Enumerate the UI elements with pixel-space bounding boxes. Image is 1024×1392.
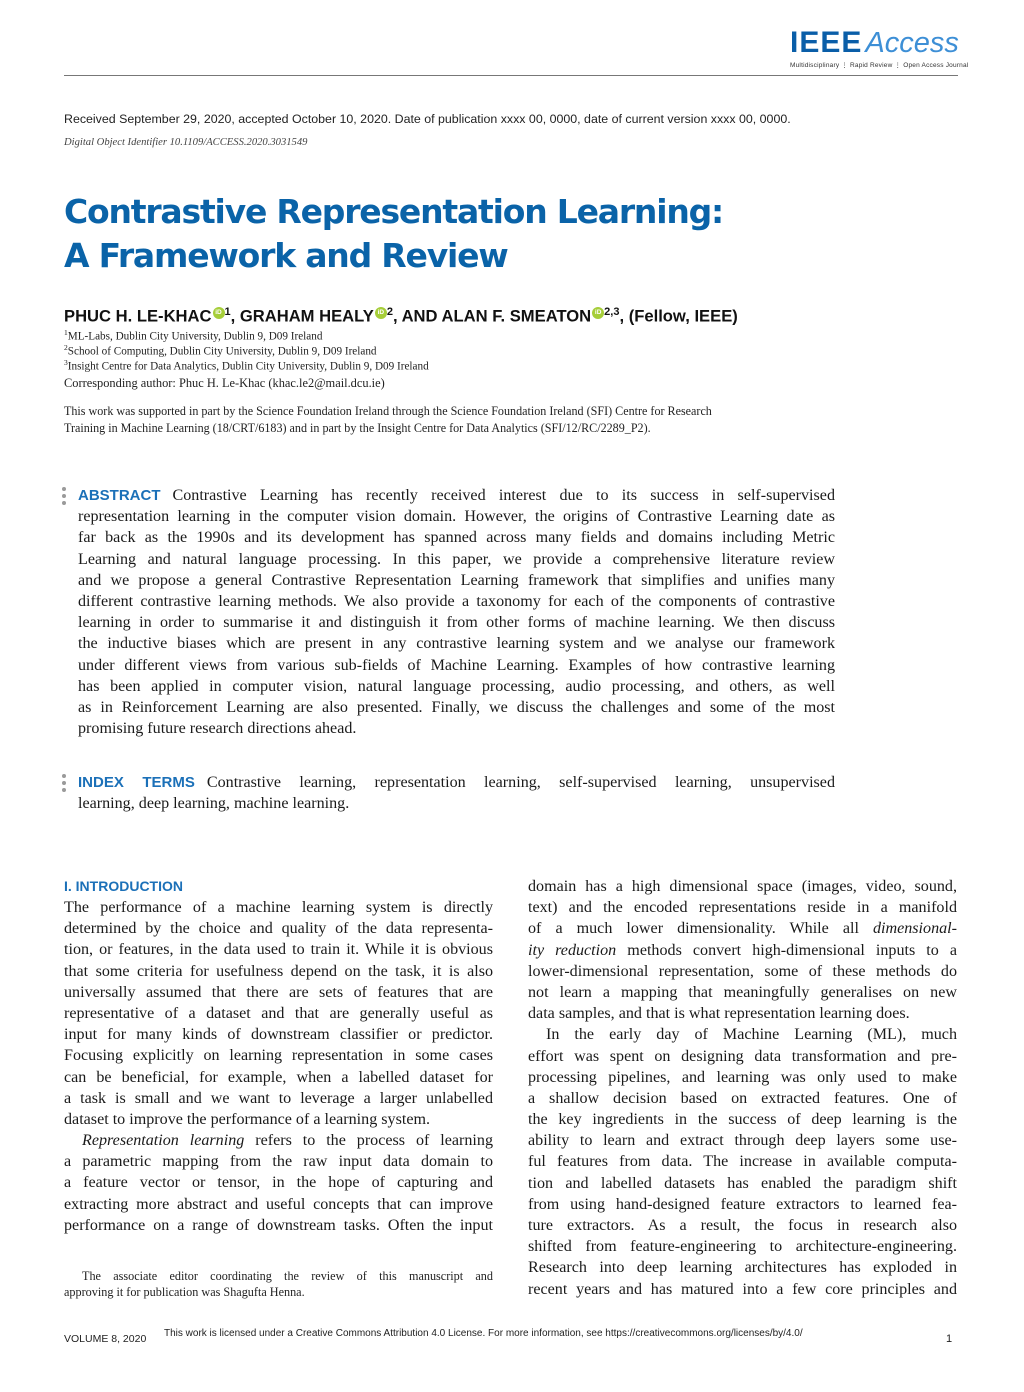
abstract-line: far back as the 1990s and its development has spanned across many fields and domains including Metric [78,529,835,547]
funding-line: This work was supported in part by the Science Foundation Ireland through the Science Foundation Ireland (SFI) Centre for Research [64,404,712,418]
index-terms-marker-dots [62,774,66,795]
body-line: processing pipelines, and learning was only used to make [528,1068,957,1086]
editor-footnote [64,1268,493,1300]
body-line: domain has a high dimensional space (images, video, sound, [528,878,957,895]
index-terms-label: INDEX TERMS [78,774,195,791]
logo-tagline: Multidisciplinary ⋮ Rapid Review ⋮ Open Access Journal [790,62,969,69]
abstract-line: under different views from various sub-fields of Machine Learning. Examples of how contrastive learning [78,656,835,674]
body-line: can be beneficial, for example, when a labelled dataset for [64,1068,493,1086]
author-2: , GRAHAM HEALY [230,306,374,326]
journal-logo [790,26,969,74]
author-2-affil: 2 [386,306,393,318]
body-line: universally assumed that there are sets of features that are [64,983,493,1001]
body-line: text) and the encoded representations reside in a manifold [528,899,957,917]
doi-line: Digital Object Identifier 10.1109/ACCESS.2020.3031549 [64,137,308,148]
body-line: dataset to improve the performance of a learning system. [64,1110,430,1128]
corresponding-author: Corresponding author: Phuc H. Le-Khac (khac.le2@mail.dcu.ie) [64,376,385,390]
title-line-2: A Framework and Review [64,236,508,275]
body-line: not learn a mapping that meaningfully generalises on new [528,983,957,1001]
body-line: ability to learn and extract through deep layers some use- [528,1132,957,1150]
affiliation-1 [64,328,322,343]
body-line: from using hand-designed feature extractors to learned fea- [528,1195,957,1213]
logo-ieee-text: IEEE [790,26,863,59]
body-line: ture extractors. As a result, the focus in research also [528,1217,957,1234]
author-3-affil: 2,3 [604,306,620,318]
abstract-line: promising future research directions ahead. [78,720,357,738]
body-line: Focusing explicitly on learning representation in some cases [64,1047,493,1065]
body-line: effort was spent on designing data transformation and pre- [528,1047,957,1065]
body-line: a task is small and we want to leverage a larger unlabelled [64,1089,493,1107]
abstract-marker-dots [62,487,66,508]
index-terms-line: learning, deep learning, machine learning. [78,795,350,813]
body-line: determined by the choice and quality of the data representa- [64,920,493,938]
orcid-icon[interactable]: iD [375,307,387,319]
page-number: 1 [946,1333,953,1345]
abstract-line: representation learning in the computer vision domain. However, the origins of Contrastive Learning date as [78,508,835,526]
volume-label: VOLUME 8, 2020 [64,1333,147,1345]
author-suffix: , (Fellow, IEEE) [619,306,738,326]
funding-line: Training in Machine Learning (18/CRT/6183) and in part by the Insight Centre for Data Analytics (SFI/12/RC/2289_P2). [64,421,651,435]
body-line: lower-dimensional representation, some of these methods do [528,962,957,980]
orcid-icon[interactable]: iD [213,307,225,319]
abstract-line: has been applied in computer vision, natural language processing, audio processing, and others, as well [78,677,835,695]
affil-text: ML-Labs, Dublin City University, Dublin 9, D09 Ireland [67,330,323,343]
footnote-line: approving it for publication was Shagufta Henna. [64,1285,305,1299]
affil-marker: 3 [64,358,68,367]
index-terms-line: INDEX TERMS Contrastive learning, representation learning, self-supervised learning, unsupervised [78,774,835,791]
right-column [528,876,957,1300]
index-terms [78,772,835,814]
abstract-line: Learning and natural language processing. In this paper, we provide a comprehensive literature review [78,550,835,568]
received-dates: Received September 29, 2020, accepted October 10, 2020. Date of publication xxxx 00, 0000, date of current version xxxx 00, 0000. [64,112,791,126]
body-line: shifted from feature-engineering to architecture-engineering. [528,1238,957,1256]
paper-title [64,190,764,278]
abstract-line: the inductive biases which are present in any contrastive learning system and we analyse our framework [78,635,835,653]
author-1: PHUC H. LE-KHAC [64,306,212,326]
body-line: of a much lower dimensionality. While all dimensional- [528,920,958,938]
body-line: that some criteria for usefulness depend on the task, it is also [64,962,493,980]
author-1-affil: 1 [224,306,231,318]
body-line: tion, or features, in the data used to train it. While it is obvious [64,941,493,959]
funding-note [64,403,804,437]
affil-marker: 1 [64,328,68,337]
title-line-1: Contrastive Representation Learning: [64,192,724,231]
affil-marker: 2 [64,343,68,352]
body-line: The performance of a machine learning system is directly [64,899,493,916]
affiliation-3 [64,358,429,373]
body-line: recent years and has matured into a few core principles and [528,1280,957,1298]
affil-text: School of Computing, Dublin City University, Dublin 9, D09 Ireland [67,345,377,358]
author-list [64,306,738,327]
author-3: , AND ALAN F. SMEATON [392,306,592,326]
body-line: data samples, and that is what representation learning does. [528,1005,910,1023]
abstract-label: ABSTRACT [78,487,161,504]
body-line: representative of a dataset and that are generally useful as [64,1004,493,1022]
abstract-line: learning in order to summarise it and distinguish it from other forms of machine learning. We then discuss [78,614,835,632]
body-line: ity reduction methods convert high-dimensional inputs to a [528,941,958,959]
body-line: a parametric mapping from the raw input data domain to [64,1153,493,1171]
abstract-line: ABSTRACT Contrastive Learning has recently received interest due to its success in self-supervised [78,487,835,504]
body-line: tion and labelled datasets has enabled the paradigm shift [528,1174,957,1192]
section-heading-introduction: I. INTRODUCTION [64,878,183,894]
orcid-icon[interactable]: iD [592,307,604,319]
abstract [78,485,835,739]
header-rule [64,75,958,76]
body-line: Representation learning refers to the process of learning [82,1132,493,1150]
body-line: Research into deep learning architectures has exploded in [528,1259,957,1277]
license-note[interactable]: This work is licensed under a Creative Commons Attribution 4.0 License. For more information, see https://creativecommons.org/licenses/by/4.0/ [164,1328,803,1339]
body-line: a feature vector or tensor, in the hope of capturing and [64,1174,493,1192]
abstract-line: and we propose a general Contrastive Representation Learning framework that simplifies and unifies many [78,571,835,589]
affil-text: Insight Centre for Data Analytics, Dublin City University, Dublin 9, D09 Ireland [67,360,429,373]
body-line: In the early day of Machine Learning (ML), much [546,1026,957,1044]
body-line: ful features from data. The increase in available computa- [528,1153,957,1171]
affiliation-2 [64,343,377,358]
body-line: input for many kinds of downstream classifier or predictor. [64,1026,493,1044]
left-column [64,897,493,1236]
logo-access-text: Access [865,27,959,59]
body-line: a shallow decision based on extracted features. One of [528,1089,957,1107]
abstract-line: as in Reinforcement Learning are also presented. Finally, we discuss the challenges and some of the most [78,698,835,716]
footnote-line: The associate editor coordinating the review of this manuscript and [82,1269,493,1283]
body-line: the key ingredients in the success of deep learning is the [528,1111,957,1129]
body-line: performance on a range of downstream tasks. Often the input [64,1216,493,1234]
body-line: extracting more abstract and useful concepts that can improve [64,1195,493,1213]
abstract-line: different contrastive learning methods. We also provide a taxonomy for each of the components of contrastive [78,592,835,610]
